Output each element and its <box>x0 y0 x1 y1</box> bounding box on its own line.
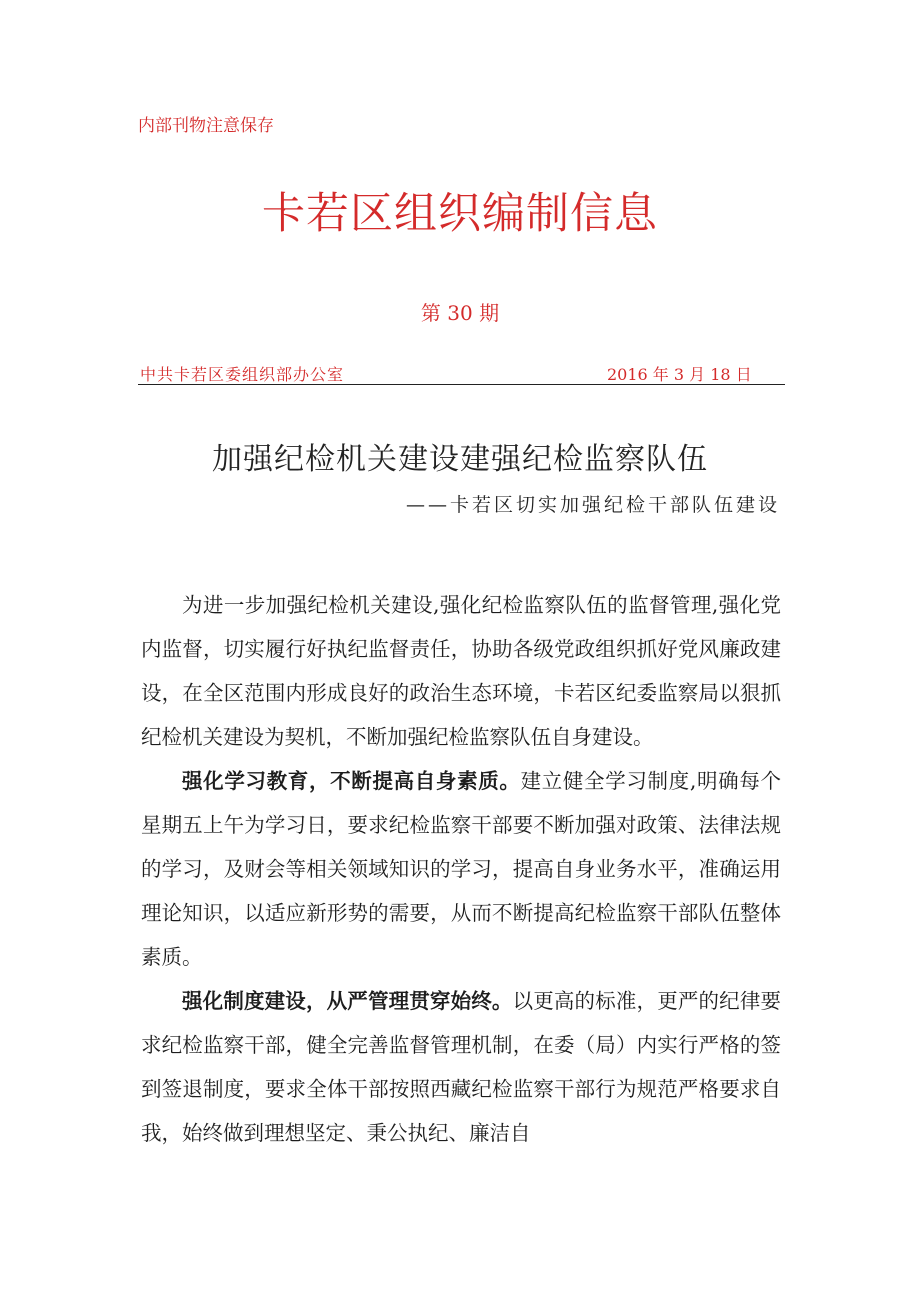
paragraph-lead: 强化学习教育，不断提高自身素质。 <box>182 769 521 793</box>
issue-number: 第 30 期 <box>420 301 500 325</box>
header-divider <box>138 384 785 385</box>
paragraph-system <box>141 979 781 1155</box>
paragraph-text: 为进一步加强纪检机关建设,强化纪检监察队伍的监督管理,强化党内监督，切实履行好执纪监督责任，协助各级党政组织抓好党风廉政建设，在全区范围内形成良好的政治生态环境，卡若区纪委监察局以狠抓纪检机关建设为契机，不断加强纪检监察队伍自身建设。 <box>141 593 781 749</box>
paragraph-study <box>141 759 781 979</box>
paragraph-text: 建立健全学习制度,明确每个星期五上午为学习日，要求纪检监察干部要不断加强对政策、法律法规的学习，及财会等相关领域知识的学习，提高自身业务水平，准确运用理论知识，以适应新形势的需要，从而不断提高纪检监察干部队伍整体素质。 <box>141 769 781 969</box>
article-subtitle: ——卡若区切实加强纪检干部队伍建设 <box>405 494 780 516</box>
internal-note: 内部刊物注意保存 <box>138 116 274 136</box>
article-body <box>141 583 781 1155</box>
publication-date: 2016 年 3 月 18 日 <box>607 365 752 384</box>
article-title: 加强纪检机关建设建强纪检监察队伍 <box>212 442 708 477</box>
paragraph-text: 以更高的标准，更严的纪律要求纪检监察干部，健全完善监督管理机制，在委（局）内实行严格的签到签退制度，要求全体干部按照西藏纪检监察干部行为规范严格要求自我，始终做到理想坚定、秉公执纪、廉洁自 <box>141 989 782 1145</box>
paragraph-lead: 强化制度建设，从严管理贯穿始终。 <box>182 989 513 1013</box>
issuer: 中共卡若区委组织部办公室 <box>140 365 345 384</box>
paragraph-intro <box>141 583 781 759</box>
masthead-title: 卡若区组织编制信息 <box>262 189 658 239</box>
